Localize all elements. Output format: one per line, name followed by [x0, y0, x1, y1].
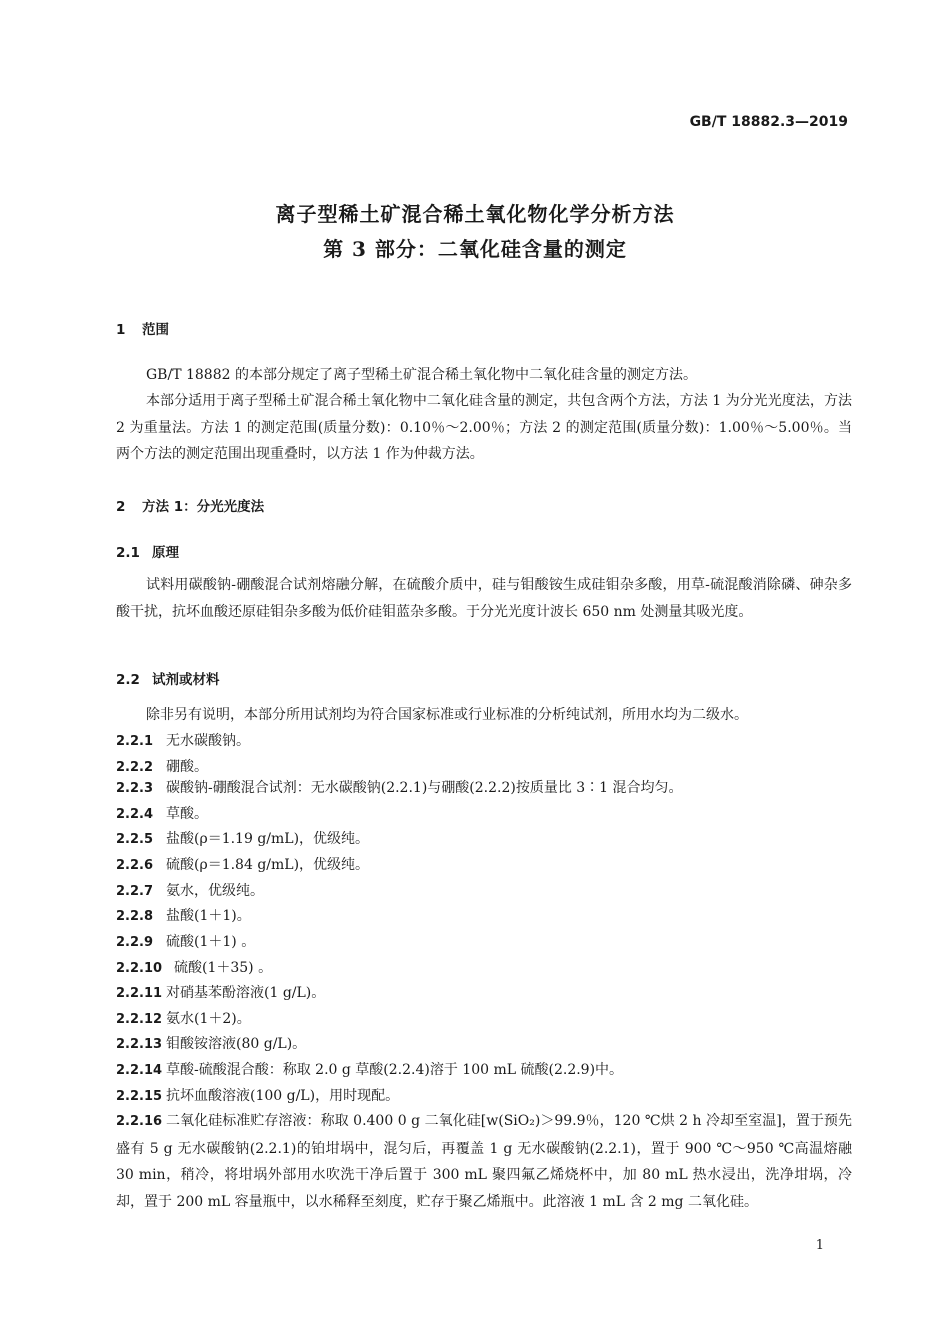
list-item: [116, 852, 852, 880]
item-number: 2.2.8: [116, 909, 154, 924]
item-text: 二氧化硅标准贮存溶液：称取 0.400 0 g 二氧化硅[w(SiO₂)＞99.9％，120 ℃烘 2 h 冷却至室温]，置于预先盛有 5 g 无水碳酸钠(2.2.1)的铂坩埚中，混匀后，再覆盖 1 g 无水碳酸钠(2.2.1)，置于 900 ℃～950 ℃高温熔融 30 min，稍冷，将坩埚外部用水吹洗干净后置于 300 mL 聚四氟乙烯烧杯中，加 80 mL 热水浸出，洗净坩埚，冷却，置于 200 mL 容量瓶中，以水稀释至刻度，贮存于聚乙烯瓶中。此溶液 1 mL 含 2 mg 二氧化硅。: [116, 1113, 852, 1210]
item-number: 2.2.7: [116, 884, 154, 899]
item-text: 碳酸钠-硼酸混合试剂：无水碳酸钠(2.2.1)与硼酸(2.2.2)按质量比 3∶1 混合均匀。: [166, 780, 683, 796]
item-number: 2.2.6: [116, 858, 154, 873]
item-number: 2.2.3: [116, 781, 154, 796]
item-number: 2.2.13: [116, 1037, 163, 1052]
item-text: 硫酸(ρ＝1.84 g/mL)，优级纯。: [166, 857, 370, 873]
item-number: 2.2.1: [116, 734, 154, 749]
item-text: 硫酸(1＋35) 。: [174, 960, 273, 976]
paragraph: 除非另有说明，本部分所用试剂均为符合国家标准或行业标准的分析纯试剂，所用水均为二级水。: [146, 707, 748, 723]
item-number: 2.2.2: [116, 760, 154, 775]
item-text: 硼酸。: [166, 759, 208, 775]
list-item: [116, 1057, 852, 1085]
list-item: [116, 1083, 852, 1111]
list-item: [116, 1006, 852, 1034]
list-item: [116, 955, 852, 983]
list-item: [116, 1031, 852, 1059]
item-number: 2.2.10: [116, 961, 163, 976]
item-text: 盐酸(ρ＝1.19 g/mL)，优级纯。: [166, 831, 370, 847]
section-2-heading: [116, 495, 264, 515]
item-text: 盐酸(1＋1)。: [166, 908, 251, 924]
item-number: 2.2.15: [116, 1089, 163, 1104]
page-number: 1: [815, 1238, 824, 1253]
paragraph: GB/T 18882 的本部分规定了离子型稀土矿混合稀土氧化物中二氧化硅含量的测定方法。: [146, 367, 697, 383]
list-item: [116, 826, 852, 854]
paragraph: 试料用碳酸钠-硼酸混合试剂熔融分解，在硫酸介质中，硅与钼酸铵生成硅钼杂多酸，用草-硫混酸消除磷、砷杂多酸干扰，抗坏血酸还原硅钼杂多酸为低价硅钼蓝杂多酸。于分光光度计波长 650 nm 处测量其吸光度。: [116, 577, 852, 620]
standard-number: GB/T 18882.3—2019: [689, 114, 848, 130]
section-2-2-heading: [116, 668, 220, 688]
section-title: 原理: [152, 545, 179, 561]
list-item: [116, 903, 852, 931]
item-number: 2.2.9: [116, 935, 154, 950]
list-item: [116, 801, 852, 829]
item-number: 2.2.4: [116, 807, 154, 822]
section-number: 2.1: [116, 545, 140, 561]
section-number: 1: [116, 322, 126, 338]
list-item: [116, 728, 852, 756]
item-text: 氨水，优级纯。: [166, 883, 264, 899]
section-number: 2.2: [116, 672, 140, 688]
section-number: 2: [116, 499, 126, 515]
item-number: 2.2.14: [116, 1063, 163, 1078]
list-item: [116, 929, 852, 957]
item-number: 2.2.12: [116, 1012, 163, 1027]
list-item: [116, 878, 852, 906]
document-title: 离子型稀土矿混合稀土氧化物化学分析方法: [275, 202, 675, 226]
item-number: 2.2.5: [116, 832, 154, 847]
item-text: 对硝基苯酚溶液(1 g/L)。: [166, 985, 326, 1001]
list-item: [116, 980, 852, 1008]
section-1-heading: [116, 318, 169, 338]
item-text: 抗坏血酸溶液(100 g/L)，用时现配。: [166, 1088, 400, 1104]
list-item: [116, 775, 852, 803]
item-text: 钼酸铵溶液(80 g/L)。: [166, 1036, 307, 1052]
paragraph: 本部分适用于离子型稀土矿混合稀土氧化物中二氧化硅含量的测定，共包含两个方法，方法 1 为分光光度法，方法 2 为重量法。方法 1 的测定范围(质量分数)：0.10％～2.00％；方法 2 的测定范围(质量分数)：1.00％～5.00％。当两个方法的测定范围出现重叠时，以方法 1 作为仲裁方法。: [116, 393, 852, 462]
section-title: 范围: [142, 322, 169, 338]
list-item: [116, 1108, 852, 1215]
section-title: 试剂或材料: [152, 672, 220, 688]
item-text: 硫酸(1＋1) 。: [166, 934, 256, 950]
item-number: 2.2.11: [116, 986, 163, 1001]
item-text: 无水碳酸钠。: [166, 733, 250, 749]
section-2-1-heading: [116, 541, 179, 561]
item-text: 草酸。: [166, 806, 208, 822]
item-text: 氨水(1＋2)。: [166, 1011, 251, 1027]
document-subtitle: 第 3 部分：二氧化硅含量的测定: [323, 237, 627, 261]
item-text: 草酸-硫酸混合酸：称取 2.0 g 草酸(2.2.4)溶于 100 mL 硫酸(2.2.9)中。: [166, 1062, 624, 1078]
section-title: 方法 1：分光光度法: [142, 499, 265, 515]
item-number: 2.2.16: [116, 1114, 163, 1129]
